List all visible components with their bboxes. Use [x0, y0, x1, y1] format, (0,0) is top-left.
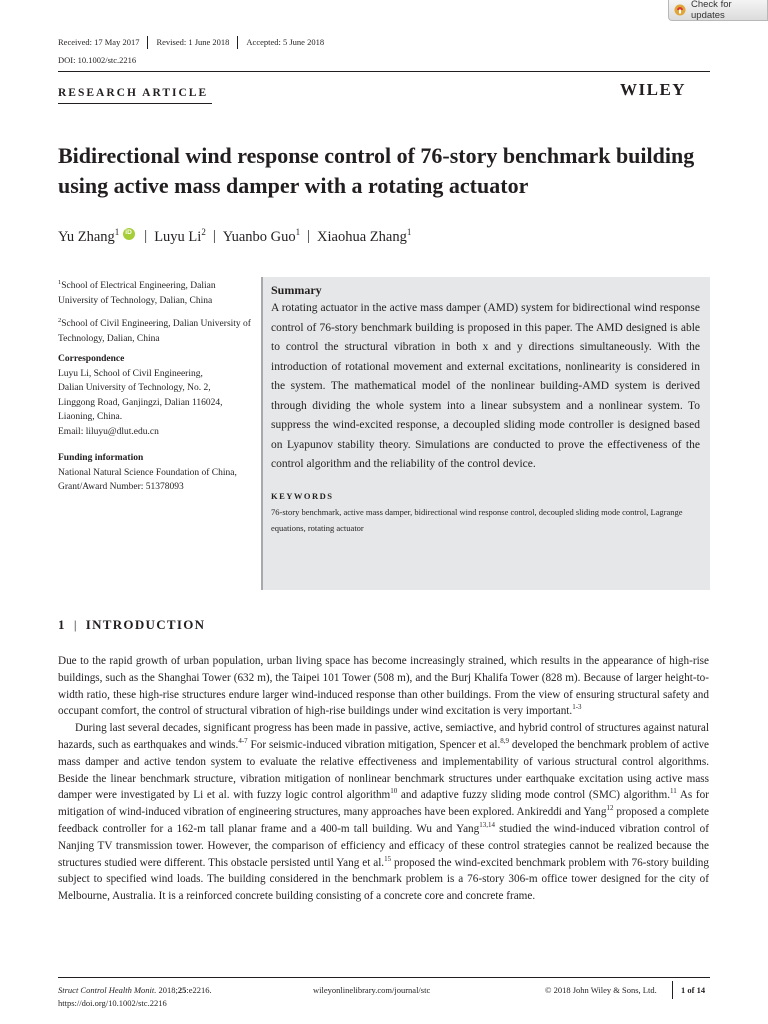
citation[interactable]: 12 [606, 804, 614, 813]
summary-text: A rotating actuator in the active mass damper (AMD) system for bidirectional wind response control of 76-story benchmark building is proposed in this paper. The AMD designed is able to control the structural vibration in both x and y directions simultaneously. With the introduction of rotational movement and external excitations, nonlinearity is considered in the system. The mathematical model of the nonlinear building-AMD system is derived through dividing the whole system into a linear subsystem and a nonlinear system. To suppress the wind-excited response, a decoupled sliding mode controller is designed based on Lyapunov stability theory. Simulations are conducted to prove the effectiveness of the control algorithm and the reliability of the control device. [271, 302, 700, 470]
paragraph: Due to the rapid growth of urban population, urban living space has become increasingly strained, which results in the appearance of high-rise buildings, such as the Shanghai Tower (632 m), the Taipei 101 Tower (508 m), and the Burj Khalifa Tower (828 m). Because of larger height-to-width ratio, these high-rise structures endure larger wind-induced response than other buildings. From the view of ensuring structural safety and occupant comfort, the control of structural vibration of high-rise buildings under wind excitation is very important.$^{1-3}$ [58, 655, 709, 718]
doi[interactable]: DOI: 10.1002/stc.2216 [58, 55, 137, 65]
citation[interactable]: 10 [390, 787, 398, 796]
body-text [58, 653, 709, 905]
check-for-updates-button[interactable] [668, 0, 768, 21]
funding-heading: Funding information [58, 453, 144, 463]
accepted-date: Accepted: 5 June 2018 [237, 36, 332, 49]
abstract-box [261, 277, 710, 590]
funding-text: National Natural Science Foundation of China, Grant/Award Number: 51378093 [58, 467, 237, 492]
affiliation: $^1$School of Electrical Engineering, Dalian University of Technology, Dalian, China [58, 279, 216, 306]
article-title: Bidirectional wind response control of 76-story benchmark building using active mass damper with a rotating actuator [58, 143, 695, 198]
revised-date: Revised: 1 June 2018 [147, 36, 237, 49]
copyright: © 2018 John Wiley & Sons, Ltd. [545, 985, 657, 995]
keywords-heading: KEYWORDS [271, 490, 334, 501]
keywords: 76-story benchmark, active mass damper, bidirectional wind response control, decoupled sliding mode control, Lagrange equations, rotating actuator [271, 506, 683, 533]
citation[interactable]: 13,14 [479, 820, 495, 829]
section-title: INTRODUCTION [85, 617, 206, 632]
header-divider [58, 71, 710, 72]
author-separator: | [307, 228, 311, 244]
article-type-underline [58, 103, 212, 104]
summary-heading: Summary [271, 283, 322, 297]
received-date: Received: 17 May 2017 [58, 37, 140, 47]
article-dates [58, 36, 332, 49]
journal-website-link[interactable]: wileyonlinelibrary.com/journal/stc [313, 985, 431, 995]
orcid-icon[interactable] [123, 228, 135, 240]
page-number: 1 of 14 [672, 981, 705, 999]
author[interactable]: Luyu Li$^2$ [154, 227, 206, 245]
correspondence-heading: Correspondence [58, 354, 125, 364]
correspondence-line: Dalian University of Technology, No. 2, [58, 383, 211, 393]
correspondence-line: Linggong Road, Ganjingzi, Dalian 116024, [58, 397, 223, 408]
author[interactable]: Xiaohua Zhang$^1$ [317, 227, 412, 245]
check-for-updates-label: Check for updates [691, 0, 732, 21]
correspondence [58, 352, 254, 439]
correspondence-email[interactable]: Email: liluyu@dlut.edu.cn [58, 426, 159, 437]
citation[interactable]: 4-7 [238, 736, 248, 745]
affiliation: $^2$School of Civil Engineering, Dalian University of Technology, Dalian, China [58, 317, 251, 344]
citation[interactable]: 8,9 [500, 736, 510, 745]
article-type: RESEARCH ARTICLE [58, 87, 209, 99]
citation[interactable]: 11 [670, 787, 677, 796]
citation[interactable]: 15 [384, 854, 392, 863]
section-number: 1 [58, 617, 66, 632]
correspondence-line: Luyu Li, School of Civil Engineering, [58, 368, 203, 379]
author[interactable]: Yu Zhang$^1$ [58, 227, 120, 245]
citation[interactable]: 1-3 [572, 703, 582, 712]
footer-doi-link[interactable]: https://doi.org/10.1002/stc.2216 [58, 997, 167, 1008]
correspondence-line: Liaoning, China. [58, 412, 123, 422]
footer-divider [58, 977, 710, 978]
author[interactable]: Yuanbo Guo$^1$ [222, 227, 301, 245]
section-separator: | [73, 617, 78, 632]
author-separator: | [144, 228, 148, 244]
footer-citation: Struct Control Health Monit. 2018;25:e2216. https://doi.org/10.1002/stc.2216 [58, 985, 212, 1008]
author-separator: | [212, 228, 216, 244]
author-list [58, 227, 411, 246]
paragraph: During last several decades, significant progress has been made in passive, active, semiactive, and hybrid control of structures against natural hazards, such as earthquakes and winds.$^{4-7}$ For seismic-induced vibration mitigation, Spencer et al.$^{8,9}$ developed the benchmark problem of active mass damper and active tendon system to evaluate the relative effectiveness and implementability of various structural control algorithms. Beside the linear benchmark structure, vibration mitigation of nonlinear benchmark structures under earthquake excitation using active mass damper were investigated by Li et al. with fuzzy logic control algorithm$^{10}$ and adaptive fuzzy sliding mode control (SMC) algorithm.$^{11}$ As for mitigation of wind-induced vibration of engineering structures, many approaches have been explored. Ankireddi and Yang$^{12}$ proposed a complete feedback controller for a 162-m tall planar frame and a 400-m tall building. Wu and Yang$^{13,14}$ studied the wind-induced vibration control of Nanjing TV transmission tower. However, the comparison of efficiency and efficacy of these control strategies cannot be realized because the structures studied were different. This obstacle persisted until Yang et al.$^{15}$ proposed the wind-excited benchmark problem with 76-story building subject to specified wind loads. The building considered in the benchmark problem is a 76-story 306-m office tower designed for the city of Melbourne, Australia. It is a reinforced concrete building consisting of a concrete core and concrete frame. [58, 722, 709, 903]
crossmark-icon [674, 4, 686, 16]
publisher-logo: WILEY [620, 80, 687, 99]
funding [58, 451, 254, 495]
section-heading [58, 617, 205, 633]
article-info-sidebar [58, 276, 254, 507]
